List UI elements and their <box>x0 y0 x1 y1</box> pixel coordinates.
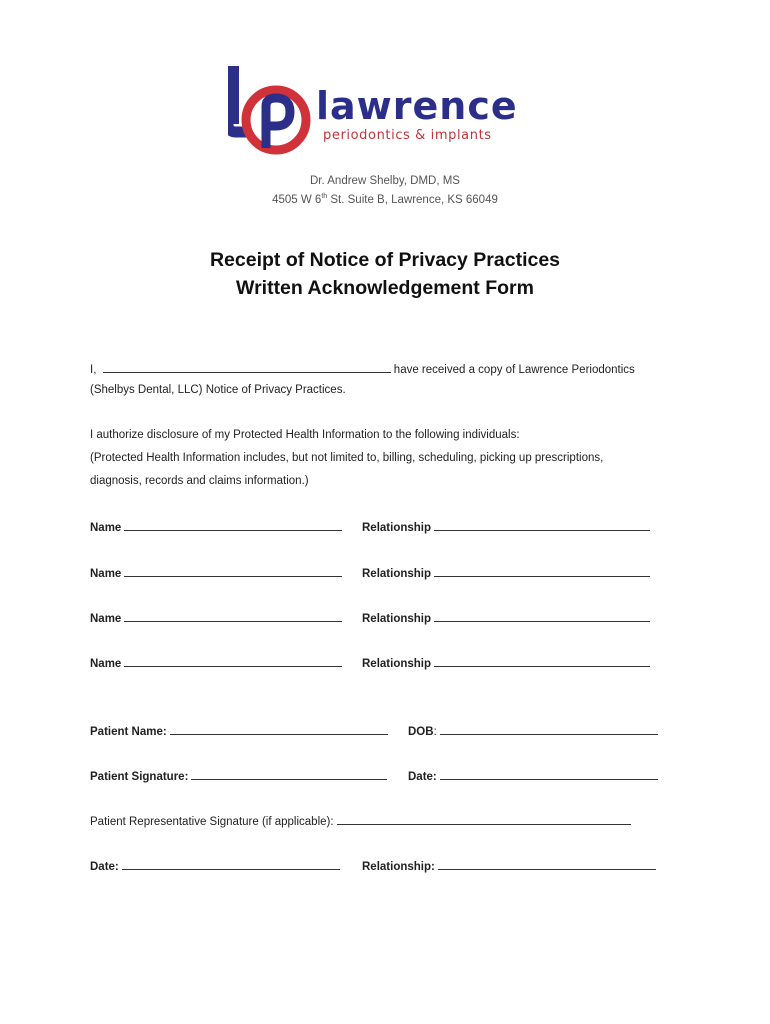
form-subtitle: Written Acknowledgement Form <box>236 277 534 299</box>
acknowledgement-statement: I, have received a copy of Lawrence Periodontics <box>90 361 635 376</box>
patient-signature-row: Patient Signature: <box>90 768 387 783</box>
individual-row: Name <box>90 655 342 670</box>
individual-row: Name <box>90 610 342 625</box>
representative-row: Patient Representative Signature (if applicable): <box>90 813 631 828</box>
practice-address: 4505 W 6th St. Suite B, Lawrence, KS 66049 <box>272 193 498 206</box>
individual-relationship-field[interactable] <box>434 565 650 577</box>
patient-signature-field[interactable] <box>191 768 387 780</box>
individual-relationship-field[interactable] <box>434 610 650 622</box>
individual-relationship-field[interactable] <box>434 655 650 667</box>
individual-relationship-field[interactable] <box>434 519 650 531</box>
rep-relationship-field[interactable] <box>438 858 656 870</box>
patient-name-field[interactable] <box>170 723 388 735</box>
patient-name-row: Patient Name: <box>90 723 388 738</box>
individual-name-field[interactable] <box>124 519 342 531</box>
dob-row: DOB: <box>408 723 658 738</box>
signature-date-row: Date: <box>408 768 658 783</box>
signature-date-field[interactable] <box>440 768 658 780</box>
individual-name-field[interactable] <box>124 655 342 667</box>
rep-date-row: Date: <box>90 858 340 873</box>
logo-tagline: periodontics & implants <box>323 128 492 143</box>
individual-row: Name <box>90 519 342 534</box>
phi-definition-continued: diagnosis, records and claims information.) <box>90 475 309 487</box>
individual-row: Name <box>90 565 342 580</box>
individual-row: Relationship <box>362 610 650 625</box>
rep-relationship-row: Relationship: <box>362 858 656 873</box>
dob-field[interactable] <box>440 723 658 735</box>
lp-logo-icon <box>228 62 323 162</box>
statement-continued: (Shelbys Dental, LLC) Notice of Privacy Practices. <box>90 384 346 396</box>
acknowledger-name-field[interactable] <box>103 361 391 373</box>
individual-name-field[interactable] <box>124 565 342 577</box>
phi-definition: (Protected Health Information includes, but not limited to, billing, scheduling, picking up prescriptions, <box>90 452 604 464</box>
authorize-text: I authorize disclosure of my Protected Health Information to the following individuals: <box>90 429 520 441</box>
doctor-name: Dr. Andrew Shelby, DMD, MS <box>310 175 460 187</box>
individual-row: Relationship <box>362 519 650 534</box>
rep-date-field[interactable] <box>122 858 340 870</box>
practice-logo <box>228 62 548 162</box>
form-title: Receipt of Notice of Privacy Practices <box>209 249 561 271</box>
individual-row: Relationship <box>362 565 650 580</box>
representative-signature-field[interactable] <box>337 813 631 825</box>
logo-wordmark: lawrence <box>316 84 518 128</box>
individual-row: Relationship <box>362 655 650 670</box>
individual-name-field[interactable] <box>124 610 342 622</box>
